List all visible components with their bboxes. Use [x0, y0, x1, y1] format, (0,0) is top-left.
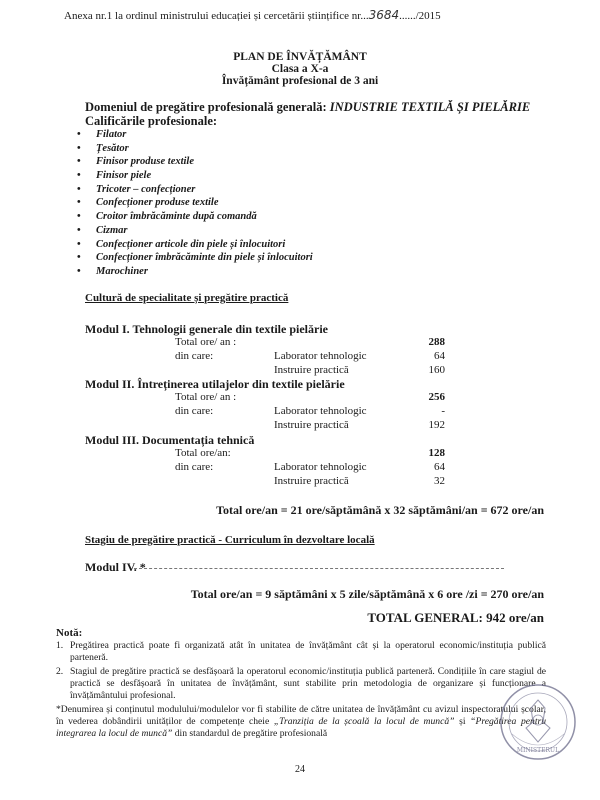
module-4-dotted-line	[134, 568, 504, 569]
module-3-total: 128	[428, 447, 445, 459]
class-title: Clasa a X-a	[271, 63, 329, 75]
module-2-of-which: din care:	[175, 405, 214, 417]
note-1-number: 1.	[56, 640, 64, 651]
module-3-practice-label: Instruire practică	[274, 475, 349, 487]
domain-line	[85, 100, 530, 115]
list-item: • Finisor produse textile	[60, 155, 313, 169]
module-2-total-label: Total ore/ an :	[175, 391, 237, 403]
module-3-title: Modul III. Documentația tehnică	[85, 433, 255, 447]
annex-dots-before: ...	[360, 10, 369, 22]
module-3-lab: 64	[434, 461, 445, 473]
list-item: • Tricoter – confecționer	[60, 183, 313, 197]
module-3-practice: 32	[434, 475, 445, 487]
specialty-section-title: Cultură de specialitate și pregătire practică	[85, 292, 289, 304]
notes-title: Notă:	[56, 627, 83, 639]
list-item: • Filator	[60, 128, 313, 142]
note-star-text-b: și	[454, 716, 471, 727]
list-item: • Cizmar	[60, 224, 313, 238]
annex-handwritten-number: 3684	[368, 8, 400, 22]
plan-title: PLAN DE ÎNVĂȚĂMÂNT	[233, 51, 367, 63]
specialty-total: Total ore/an = 21 ore/săptămână x 32 săptămâni/an = 672 ore/an	[216, 503, 544, 517]
note-2-text: Stagiul de pregătire practică se desfășoară la operatorul economic/instituția publică parteneră. Condițiile în care stagiul de practică se desfășoară în unitatea de învățământ, sunt stabilite prin metodologia de organizare și funcționare a învățământului profesional.	[70, 666, 546, 701]
internship-total: Total ore/an = 9 săptămâni x 5 zile/săptămână x 6 ore /zi = 270 ore/an	[190, 587, 544, 601]
note-1-text: Pregătirea practică poate fi organizată atât în unitatea de învățământ cât și la operatorul economic/instituția publică parteneră.	[70, 640, 546, 663]
module-1-total-label: Total ore/ an :	[175, 336, 237, 348]
annex-header	[64, 8, 441, 22]
note-2	[56, 666, 546, 702]
list-item: • Croitor îmbrăcăminte după comandă	[60, 210, 313, 224]
domain-label: Domeniul de pregătire profesională generală:	[85, 100, 327, 114]
list-item: • Confecționer articole din piele și înlocuitori	[60, 238, 313, 252]
module-2-title: Modul II. Întreținerea utilajelor din textile pielărie	[85, 377, 345, 391]
note-star	[56, 704, 546, 740]
module-2-lab-label: Laborator tehnologic	[274, 405, 367, 417]
qualifications-label: Calificările profesionale:	[85, 114, 218, 128]
list-item: • Finisor piele	[60, 169, 313, 183]
domain-value: INDUSTRIE TEXTILĂ ȘI PIELĂRIE	[329, 100, 531, 114]
internship-section-title: Stagiu de pregătire practică - Curriculum în dezvoltare locală	[85, 534, 375, 546]
module-2-total: 256	[428, 391, 445, 403]
module-1-total: 288	[428, 336, 445, 348]
note-2-number: 2.	[56, 666, 64, 677]
note-star-quote-1: „Tranziția de la școală la locul de muncă”	[273, 716, 455, 727]
page-number: 24	[295, 764, 305, 775]
module-2-lab: -	[441, 405, 445, 417]
module-1-of-which: din care:	[175, 350, 214, 362]
module-3-of-which: din care:	[175, 461, 214, 473]
module-1-lab: 64	[434, 350, 445, 362]
list-item: • Țesător	[60, 142, 313, 156]
module-1-title: Modul I. Tehnologii generale din textile pielărie	[85, 322, 328, 336]
module-4-title: Modul IV. *	[85, 560, 146, 574]
note-star-text-c: din standardul de pregătire profesională	[172, 728, 328, 739]
list-item: • Confecționer produse textile	[60, 196, 313, 210]
module-3-total-label: Total ore/an:	[175, 447, 231, 459]
note-star-quote-2: “Pregătirea pentru integrarea la locul de muncă”	[56, 716, 547, 739]
note-1	[56, 640, 546, 664]
module-1-practice-label: Instruire practică	[274, 364, 349, 376]
module-2-practice: 192	[428, 419, 445, 431]
module-1-practice: 160	[428, 364, 445, 376]
module-2-practice-label: Instruire practică	[274, 419, 349, 431]
annex-suffix: /2015	[415, 10, 441, 22]
list-item: • Confecționer îmbrăcăminte din piele și înlocuitori	[60, 251, 313, 265]
ministry-seal-stamp	[498, 682, 578, 762]
qualifications-list	[60, 128, 313, 279]
annex-dots-after: ......	[399, 10, 416, 22]
list-item: • Marochiner	[60, 265, 313, 279]
note-star-text-a: *Denumirea și conținutul modulului/modulelor vor fi stabilite de către unitatea de învățământ cu avizul inspectoratului școlar, în vederea dobândirii unităților de competențe cheie	[56, 704, 546, 727]
education-type: Învățământ profesional de 3 ani	[221, 75, 379, 87]
annex-prefix: Anexa nr.1 la ordinul ministrului educației și cercetării științifice nr	[64, 10, 361, 22]
grand-total: TOTAL GENERAL: 942 ore/an	[367, 610, 544, 625]
svg-text:MINISTERUL: MINISTERUL	[516, 747, 560, 754]
module-1-lab-label: Laborator tehnologic	[274, 350, 367, 362]
module-3-lab-label: Laborator tehnologic	[274, 461, 367, 473]
